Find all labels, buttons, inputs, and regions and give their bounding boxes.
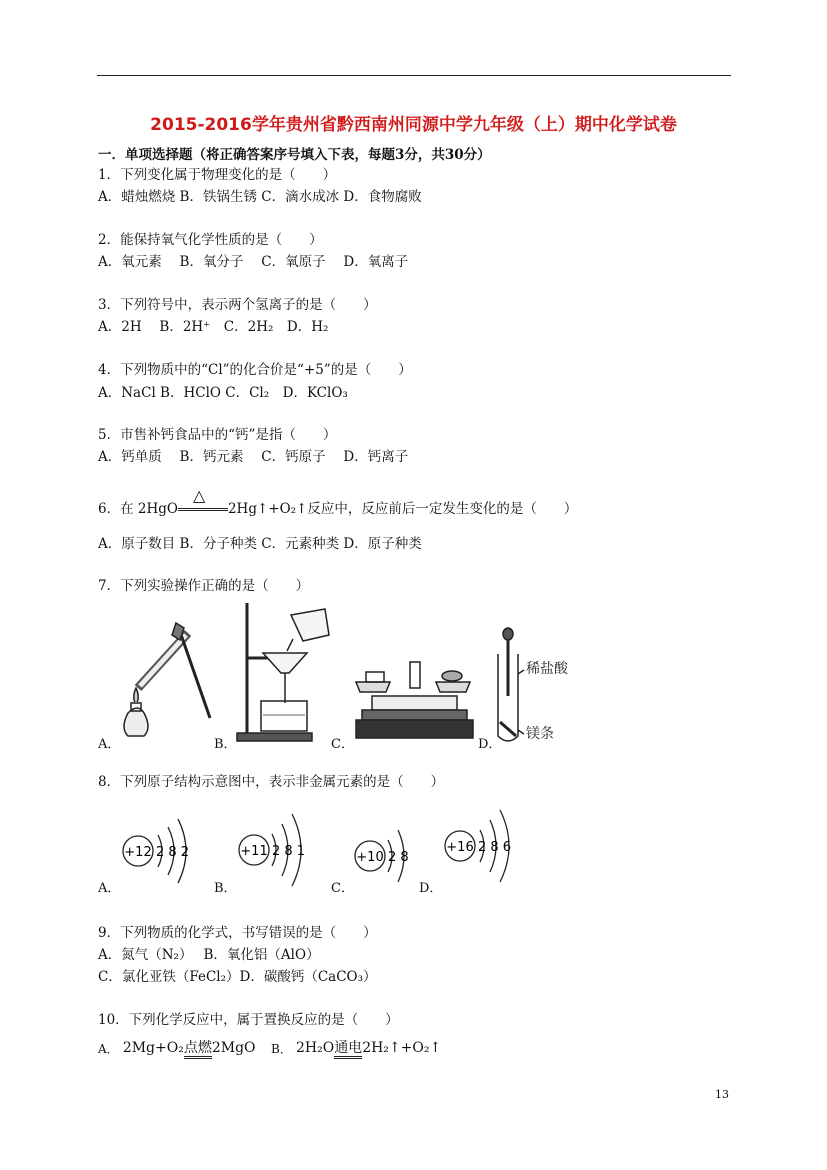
atom-a-nucleus: +12: [124, 845, 152, 860]
filtration-figure: [235, 603, 340, 743]
atom-diagram-c: [352, 822, 422, 892]
heat-condition: △: [192, 485, 206, 505]
question-1-options: A．蜡烛燃烧 B．铁锅生锈 C．滴水成冰 D．食物腐败: [98, 189, 422, 205]
question-6-suffix: 2Hg↑+O₂↑反应中，反应前后一定发生变化的是（ ）: [227, 501, 578, 517]
question-3: 3．下列符号中，表示两个氢离子的是（ ）: [98, 297, 377, 313]
atom-d-shells: 2 8 6: [478, 840, 512, 855]
dilute-hcl-label: 稀盐酸: [526, 661, 568, 677]
question-6: [98, 485, 578, 518]
question-1: 1．下列变化属于物理变化的是（ ）: [98, 167, 337, 183]
q8-option-b-label: B．: [214, 881, 237, 896]
q10-option-a-reactants: 2Mg+O₂: [122, 1040, 184, 1056]
page-title: 2015-2016学年贵州省黔西南州同源中学九年级（上）期中化学试卷: [150, 115, 677, 135]
atom-diagram-b: [236, 812, 316, 890]
question-4: 4．下列物质中的“Cl”的化合价是“+5”的是（ ）: [98, 362, 412, 378]
header-rule: [97, 75, 731, 76]
reaction-arrow: [178, 485, 228, 517]
question-6-prefix: 6．在 2HgO: [98, 501, 178, 517]
question-2: 2．能保持氧气化学性质的是（ ）: [98, 232, 323, 248]
heating-test-tube-figure: [118, 618, 218, 748]
q10-option-b-label: B．: [271, 1042, 292, 1056]
section-heading: 一．单项选择题（将正确答案序号填入下表，每题3分，共30分）: [98, 147, 491, 163]
balance-figure: [352, 652, 477, 744]
q10-option-a-label: A．: [98, 1042, 119, 1056]
atom-b-nucleus: +11: [240, 844, 268, 859]
q10-option-a-products: 2MgO: [211, 1040, 256, 1056]
q7-option-c-label: C．: [331, 737, 354, 752]
atom-diagram-d: [440, 808, 530, 890]
q10-option-b-reactants: 2H₂O: [295, 1040, 335, 1056]
atom-b-shells: 2 8 1: [272, 844, 306, 859]
q8-option-d-label: D．: [419, 881, 443, 896]
question-8: 8．下列原子结构示意图中，表示非金属元素的是（ ）: [98, 774, 445, 790]
q10-option-a-condition: 点燃: [184, 1040, 212, 1059]
question-5-options: A．钙单质 B．钙元素 C．钙原子 D．钙离子: [98, 449, 409, 465]
q10-option-b-products: 2H₂↑+O₂↑: [362, 1040, 442, 1056]
question-5: 5．市售补钙食品中的“钙”是指（ ）: [98, 427, 337, 443]
q7-option-d-label: D．: [478, 737, 502, 752]
question-10-option-a: [98, 1040, 256, 1059]
q7-option-b-label: B．: [214, 737, 237, 752]
q8-option-a-label: A．: [98, 881, 121, 896]
q7-option-a-label: A．: [98, 737, 121, 752]
question-10-option-b: [271, 1040, 441, 1059]
page-number: 13: [715, 1088, 729, 1101]
atom-c-shells: 2 8: [388, 850, 409, 865]
question-10: 10．下列化学反应中，属于置换反应的是（ ）: [98, 1012, 399, 1028]
atom-diagram-a: [118, 815, 198, 890]
question-9: 9．下列物质的化学式，书写错误的是（ ）: [98, 925, 377, 941]
dropper-test-tube-figure: [494, 626, 584, 748]
question-4-options: A．NaCl B．HClO C．Cl₂ D．KClO₃: [98, 385, 348, 401]
atom-c-nucleus: +10: [356, 850, 384, 865]
magnesium-ribbon-label: 镁条: [526, 726, 554, 742]
q10-option-b-condition: 通电: [334, 1040, 362, 1059]
question-2-options: A．氧元素 B．氧分子 C．氧原子 D．氧离子: [98, 254, 409, 270]
atom-d-nucleus: +16: [446, 840, 474, 855]
question-9-options-cd: C．氯化亚铁（FeCl₂）D．碳酸钙（CaCO₃）: [98, 969, 377, 985]
atom-a-shells: 2 8 2: [156, 845, 190, 860]
q8-option-c-label: C．: [331, 881, 354, 896]
question-3-options: A．2H B．2H⁺ C．2H₂ D．H₂: [98, 319, 329, 335]
question-9-options-ab: A．氮气（N₂） B．氧化铝（AlO）: [98, 947, 320, 963]
question-6-options: A．原子数目 B．分子种类 C．元素种类 D．原子种类: [98, 536, 422, 552]
question-7: 7．下列实验操作正确的是（ ）: [98, 578, 310, 594]
